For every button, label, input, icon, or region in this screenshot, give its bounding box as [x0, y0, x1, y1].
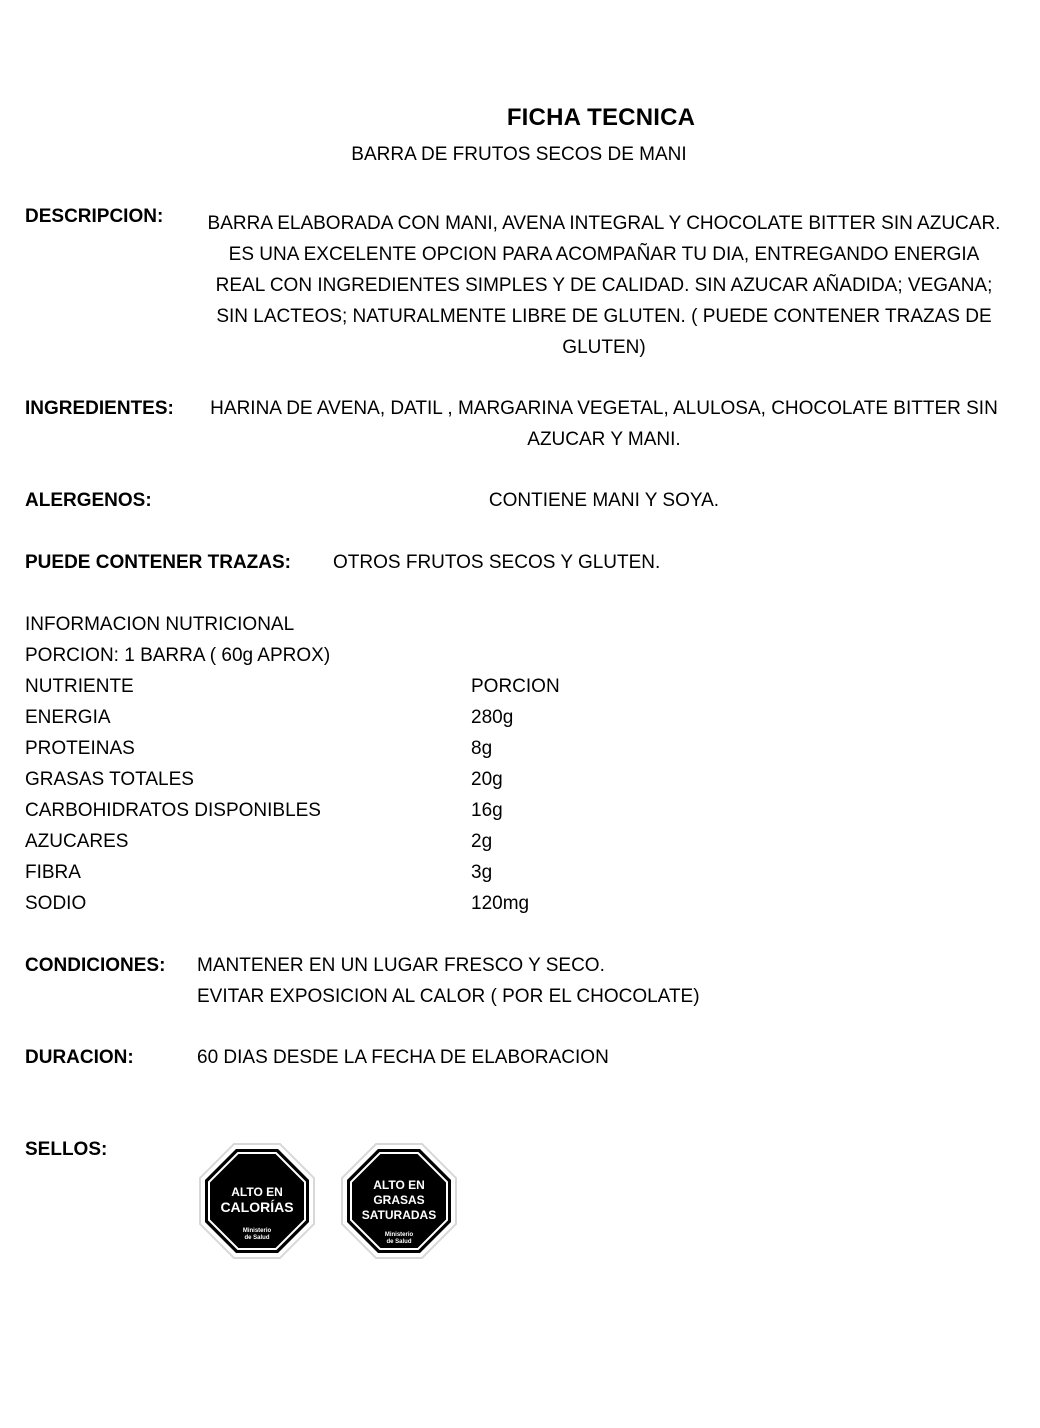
nutrition-row — [25, 733, 625, 764]
nutrient-column-header: NUTRIENTE — [25, 676, 134, 697]
nutrient-name: PROTEINAS — [25, 738, 135, 759]
seal-line: GRASAS — [373, 1193, 425, 1207]
nutrition-row — [25, 857, 625, 888]
seal-footer: de Salud — [386, 1239, 412, 1245]
allergens-value: CONTIENE MANI Y SOYA. — [488, 490, 720, 511]
description-label: DESCRIPCION: — [25, 206, 164, 227]
octagon-seal-icon — [340, 1142, 458, 1260]
seal-line: ALTO EN — [231, 1185, 283, 1199]
nutrition-header-row — [25, 671, 625, 702]
duration-value: 60 DIAS DESDE LA FECHA DE ELABORACION — [197, 1047, 609, 1068]
nutrient-amount: 2g — [471, 831, 493, 852]
seal-footer: de Salud — [244, 1235, 270, 1241]
conditions-text — [197, 950, 700, 1012]
conditions-line: MANTENER EN UN LUGAR FRESCO Y SECO. — [197, 955, 605, 976]
seal-high-saturated-fat — [340, 1142, 458, 1260]
description-line: ES UNA EXCELENTE OPCION PARA ACOMPAÑAR TU DIA, ENTREGANDO ENERGIA — [228, 244, 980, 265]
document-subtitle: BARRA DE FRUTOS SECOS DE MANI — [351, 144, 687, 165]
conditions-label: CONDICIONES: — [25, 955, 166, 976]
ingredients-label: INGREDIENTES: — [25, 398, 174, 419]
ingredients-line: HARINA DE AVENA, DATIL , MARGARINA VEGETAL, ALULOSA, CHOCOLATE BITTER SIN — [210, 398, 998, 419]
nutrition-row — [25, 826, 625, 857]
ingredients-text — [190, 393, 1018, 455]
traces-label: PUEDE CONTENER TRAZAS: — [25, 552, 292, 573]
ingredients-line: AZUCAR Y MANI. — [527, 429, 681, 450]
seals-label: SELLOS: — [25, 1139, 108, 1160]
description-line: GLUTEN) — [562, 337, 646, 358]
nutrient-amount: 120mg — [471, 893, 530, 914]
nutrition-row — [25, 795, 625, 826]
nutrient-amount: 8g — [471, 738, 493, 759]
seal-line: ALTO EN — [373, 1178, 425, 1192]
traces-value: OTROS FRUTOS SECOS Y GLUTEN. — [333, 552, 661, 573]
nutrient-name: FIBRA — [25, 862, 81, 883]
nutrition-row — [25, 702, 625, 733]
nutrition-heading: INFORMACION NUTRICIONAL — [25, 614, 295, 635]
nutrition-row — [25, 764, 625, 795]
seal-line: SATURADAS — [361, 1208, 437, 1222]
nutrient-name: SODIO — [25, 893, 87, 914]
nutrient-amount: 280g — [471, 707, 514, 728]
description-line: SIN LACTEOS; NATURALMENTE LIBRE DE GLUTEN. ( PUEDE CONTENER TRAZAS DE — [216, 306, 992, 327]
portion-column-header: PORCION — [471, 676, 560, 697]
seal-footer: Ministerio — [242, 1228, 272, 1234]
nutrient-amount: 16g — [471, 800, 503, 821]
seal-high-calories — [198, 1142, 316, 1260]
nutrition-row — [25, 888, 625, 919]
description-line: BARRA ELABORADA CON MANI, AVENA INTEGRAL Y CHOCOLATE BITTER SIN AZUCAR. — [207, 213, 1001, 234]
conditions-line: EVITAR EXPOSICION AL CALOR ( POR EL CHOCOLATE) — [197, 986, 700, 1007]
nutrient-amount: 20g — [471, 769, 503, 790]
seal-footer: Ministerio — [384, 1232, 414, 1238]
document-title: FICHA TECNICA — [506, 104, 696, 131]
nutrition-serving: PORCION: 1 BARRA ( 60g APROX) — [25, 645, 331, 666]
description-text — [190, 208, 1018, 363]
nutrient-name: CARBOHIDRATOS DISPONIBLES — [25, 800, 321, 821]
allergens-label: ALERGENOS: — [25, 490, 152, 511]
nutrient-name: AZUCARES — [25, 831, 129, 852]
nutrient-name: ENERGIA — [25, 707, 111, 728]
octagon-seal-icon — [198, 1142, 316, 1260]
nutrient-amount: 3g — [471, 862, 493, 883]
nutrient-name: GRASAS TOTALES — [25, 769, 194, 790]
duration-label: DURACION: — [25, 1047, 134, 1068]
description-line: REAL CON INGREDIENTES SIMPLES Y DE CALIDAD. SIN AZUCAR AÑADIDA; VEGANA; — [215, 275, 993, 296]
seal-line: CALORÍAS — [220, 1199, 294, 1215]
